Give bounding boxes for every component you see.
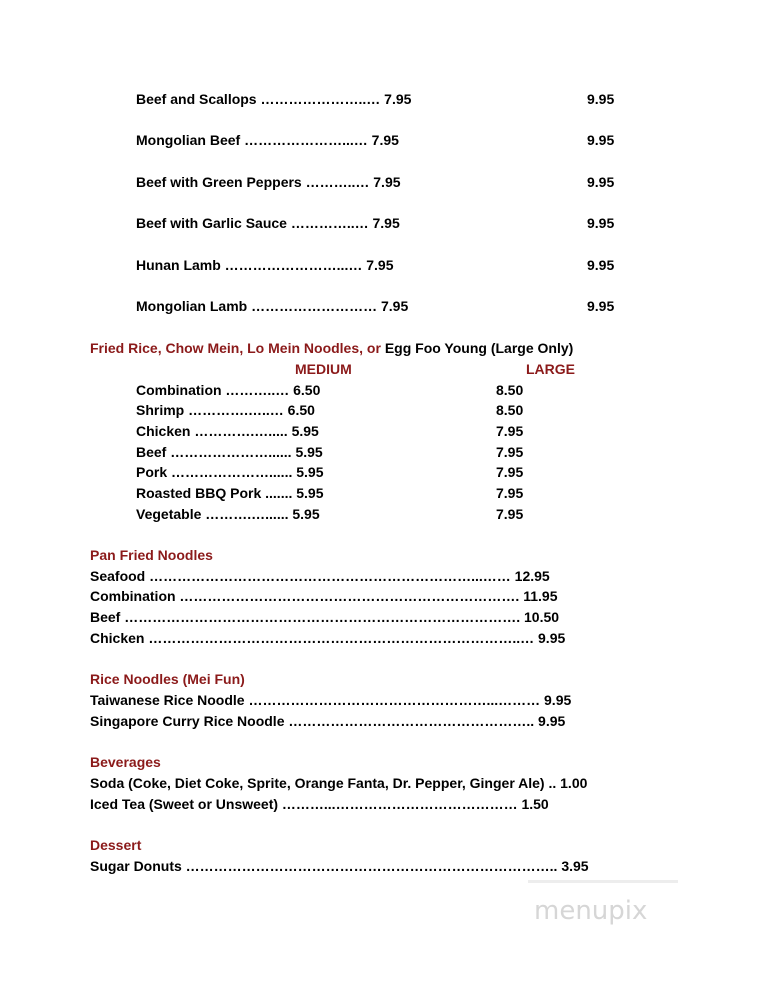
menu-item: Vegetable ……….…...... 5.95 bbox=[136, 506, 320, 522]
large-price: 9.95 bbox=[587, 298, 615, 314]
menu-item: Chicken ……………………………………………………………………..… 9.95 bbox=[90, 630, 566, 646]
watermark-logo: menupix bbox=[534, 896, 648, 926]
menu-item: Hunan Lamb ……………………...… 7.95 bbox=[136, 257, 394, 273]
column-header-large: LARGE bbox=[526, 361, 575, 377]
menu-item: Sugar Donuts …………………………………………………………………….. 3.95 bbox=[90, 858, 589, 874]
section-title: Beverages bbox=[90, 754, 161, 770]
large-price: 8.50 bbox=[496, 402, 524, 418]
menu-item: Beef …………………………………………………………………………. 10.50 bbox=[90, 609, 560, 625]
large-price: 7.95 bbox=[496, 506, 524, 522]
menu-item: Beef …………………...... 5.95 bbox=[136, 444, 323, 460]
watermark-decoration bbox=[528, 880, 678, 883]
menu-item: Iced Tea (Sweet or Unsweet) ………...………………………………… 1.50 bbox=[90, 796, 549, 812]
menu-item: Beef with Green Peppers ………..… 7.95 bbox=[136, 174, 401, 190]
section-title: Rice Noodles (Mei Fun) bbox=[90, 671, 245, 687]
menu-item: Mongolian Lamb ……………………… 7.95 bbox=[136, 298, 409, 314]
menu-item: Mongolian Beef …………………...… 7.95 bbox=[136, 132, 399, 148]
section-heading bbox=[90, 340, 573, 357]
menu-item: Soda (Coke, Diet Coke, Sprite, Orange Fanta, Dr. Pepper, Ginger Ale) .. 1.00 bbox=[90, 775, 588, 791]
large-price: 9.95 bbox=[587, 91, 615, 107]
large-price: 9.95 bbox=[587, 174, 615, 190]
section-heading-black: Egg Foo Young (Large Only) bbox=[384, 340, 574, 356]
menu-item: Combination ………..… 6.50 bbox=[136, 382, 321, 398]
large-price: 9.95 bbox=[587, 215, 615, 231]
large-price: 8.50 bbox=[496, 382, 524, 398]
menu-item: Roasted BBQ Pork ....... 5.95 bbox=[136, 485, 324, 501]
large-price: 7.95 bbox=[496, 485, 524, 501]
section-title: Dessert bbox=[90, 837, 142, 853]
column-header-medium: MEDIUM bbox=[295, 361, 352, 377]
large-price: 7.95 bbox=[496, 423, 524, 439]
menu-item: Chicken ………….…..... 5.95 bbox=[136, 423, 319, 439]
section-heading-red: Fried Rice, Chow Mein, Lo Mein Noodles, or bbox=[90, 340, 381, 356]
large-price: 9.95 bbox=[587, 132, 615, 148]
menu-item: Pork …………………...... 5.95 bbox=[136, 464, 324, 480]
large-price: 9.95 bbox=[587, 257, 615, 273]
menu-item: Combination ………………………………………………………………. 11.95 bbox=[90, 588, 558, 604]
menu-item: Beef and Scallops …………………..… 7.95 bbox=[136, 91, 412, 107]
menu-item: Singapore Curry Rice Noodle …………………………………………….. 9.95 bbox=[90, 713, 566, 729]
menu-item: Beef with Garlic Sauce …………..… 7.95 bbox=[136, 215, 400, 231]
large-price: 7.95 bbox=[496, 464, 524, 480]
large-price: 7.95 bbox=[496, 444, 524, 460]
menu-item: Taiwanese Rice Noodle ……………………………………………...……… 9.95 bbox=[90, 692, 572, 708]
menu-item: Shrimp ………….…..… 6.50 bbox=[136, 402, 315, 418]
menu-item: Seafood ……………………………………………………………...…… 12.95 bbox=[90, 568, 550, 584]
section-title: Pan Fried Noodles bbox=[90, 547, 213, 563]
